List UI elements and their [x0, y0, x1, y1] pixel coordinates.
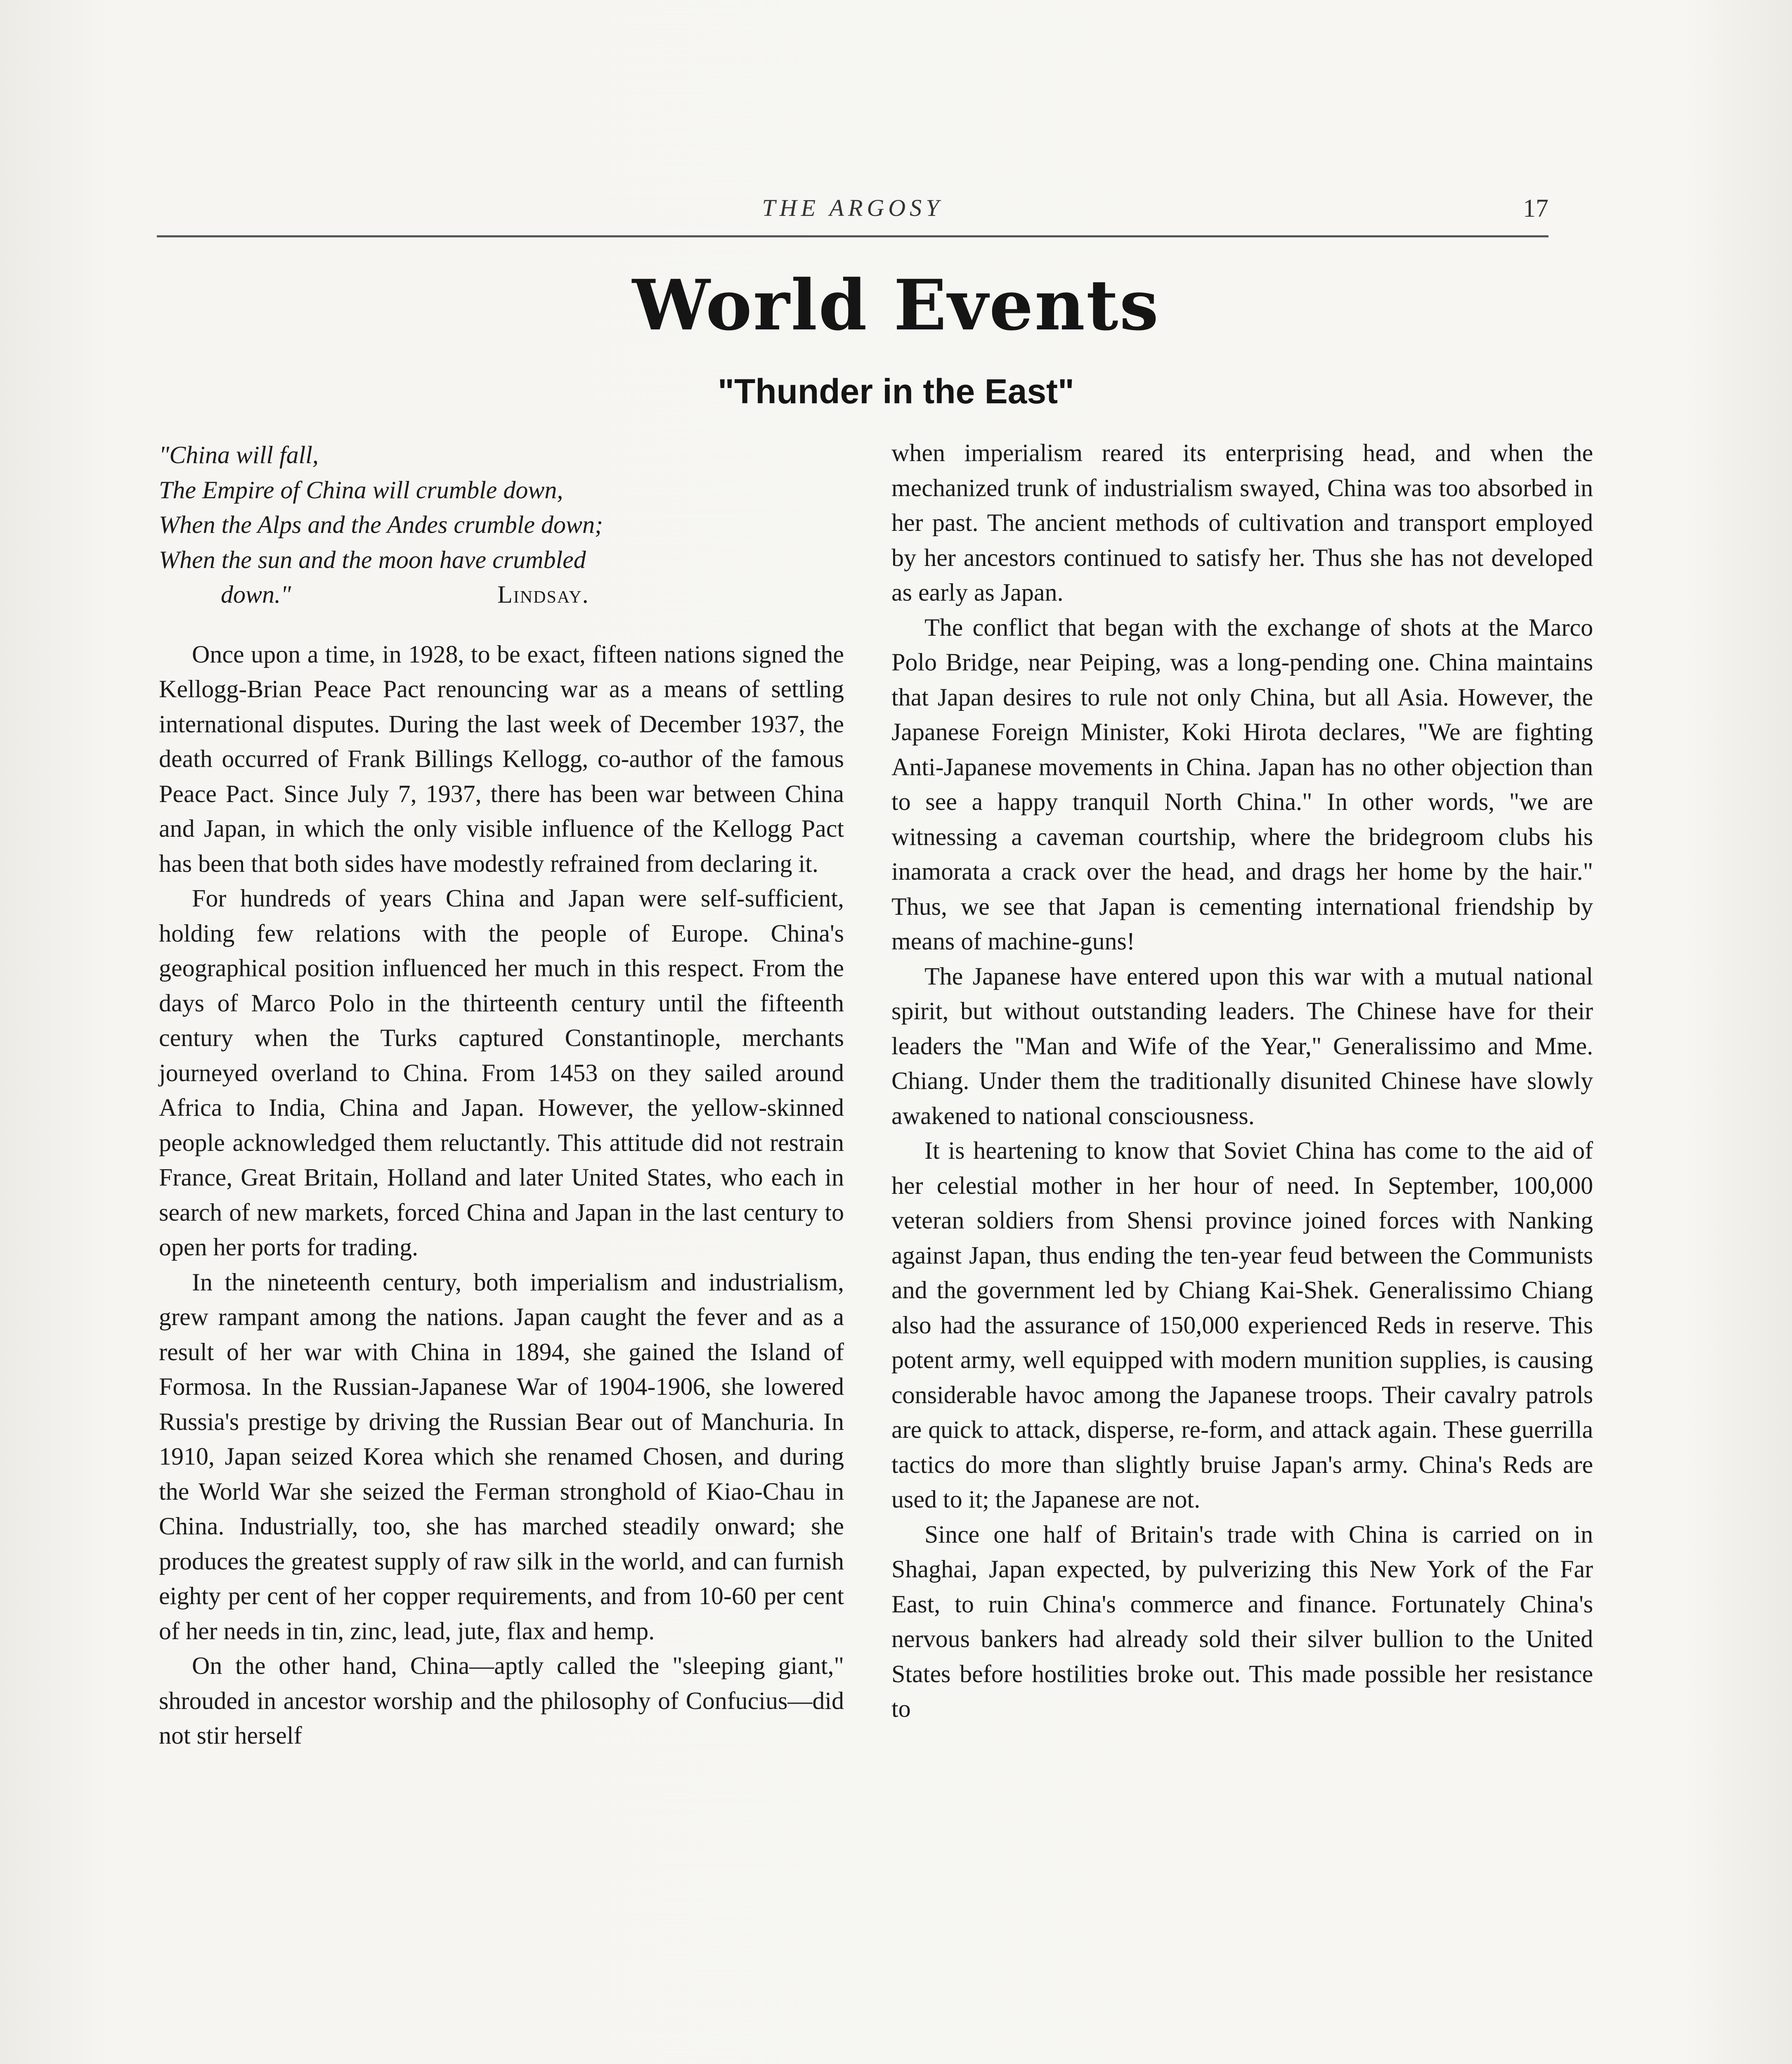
- epigraph-line: When the Alps and the Andes crumble down;: [159, 511, 603, 538]
- paragraph: The conflict that began with the exchange of shots at the Marco Polo Bridge, near Peiping, was a long-pending one. China maintains that Japan desires to rule not only China, but all Asia. However, the Japanese Foreign Minister, Koki Hirota declares, "We are fighting Anti-Japanese movements in China. Japan has no other objection than to see a happy tranquil North China." In other words, "we are witnessing a caveman courtship, where the bridegroom clubs his inamorata a crack over the head, and drags her home by the hair." Thus, we see that Japan is cementing international friendship by means of machine-guns!: [891, 613, 1593, 955]
- epigraph-line: "China will fall,: [159, 441, 319, 469]
- paragraph: The Japanese have entered upon this war with a mutual national spirit, but without outstanding leaders. The Chinese have for their leaders the "Man and Wife of the Year," Generalissimo and Mme. Chiang. Under them the traditionally disunited Chinese have slowly awakened to national consciousness.: [891, 962, 1593, 1129]
- header-rule: [157, 235, 1548, 237]
- article-title: World Events: [632, 264, 1160, 346]
- epigraph: [159, 438, 844, 612]
- epigraph-attribution: Lindsay.: [497, 581, 589, 608]
- running-head: THE ARGOSY: [762, 194, 943, 221]
- epigraph-line-final: [159, 577, 844, 612]
- paragraph: Once upon a time, in 1928, to be exact, fifteen nations signed the Kellogg-Brian Peace Pact renouncing war as a means of settling international disputes. During the last week of December 1937, the death occurred of Frank Billings Kellogg, co-author of the famous Peace Pact. Since July 7, 1937, there has been war between China and Japan, in which the only visible influence of the Kellogg Pact has been that both sides have modestly refrained from declaring it.: [159, 640, 844, 877]
- paragraph-continuation: when imperialism reared its enterprising head, and when the mechanized trunk of industrialism swayed, China was too absorbed in her past. The ancient methods of cultivation and transport employed by her ancestors continued to satisfy her. Thus she has not developed as early as Japan.: [891, 439, 1593, 606]
- page-number: 17: [1523, 194, 1548, 222]
- paragraph: For hundreds of years China and Japan were self-sufficient, holding few relations with the people of Europe. China's geographical position influenced her much in this respect. From the days of Marco Polo in the thirteenth century until the fifteenth century when the Turks captured Constantinople, merchants journeyed overland to China. From 1453 on they sailed around Africa to India, China and Japan. However, the yellow-skinned people acknowledged them reluctantly. This attitude did not restrain France, Great Britain, Holland and later United States, who each in search of new markets, forced China and Japan in the last century to open her ports for trading.: [159, 885, 844, 1261]
- paragraph: It is heartening to know that Soviet China has come to the aid of her celestial mother in her hour of need. In September, 100,000 veteran soldiers from Shensi province joined forces with Nanking against Japan, thus ending the ten-year feud between the Communists and the government led by Chiang Kai-Shek. Generalissimo Chiang also had the assurance of 150,000 experienced Reds in reserve. This potent army, well equipped with modern munition supplies, is causing considerable havoc among the Japanese troops. Their cavalry patrols are quick to attack, disperse, re-form, and attack again. These guerrilla tactics do more than slightly bruise Japan's army. China's Reds are used to it; the Japanese are not.: [891, 1137, 1593, 1513]
- epigraph-line: The Empire of China will crumble down,: [159, 476, 563, 504]
- left-column: [159, 438, 844, 1753]
- page-header: [157, 194, 1548, 235]
- epigraph-line: When the sun and the moon have crumbled: [159, 546, 586, 573]
- paragraph: Since one half of Britain's trade with China is carried on in Shaghai, Japan expected, by pulverizing this New York of the Far East, to ruin China's commerce and finance. Fortunately China's nervous bankers had already sold their silver bullion to the United States before hostilities broke out. This made possible her resistance to: [891, 1520, 1593, 1722]
- right-column: [891, 436, 1593, 1726]
- article-subtitle: "Thunder in the East": [718, 372, 1074, 411]
- paragraph: On the other hand, China—aptly called the "sleeping giant," shrouded in ancestor worship and the philosophy of Confucius—did not stir herself: [159, 1652, 844, 1749]
- paragraph: In the nineteenth century, both imperialism and industrialism, grew rampant among the nations. Japan caught the fever and as a result of her war with China in 1894, she gained the Island of Formosa. In the Russian-Japanese War of 1904-1906, she lowered Russia's prestige by driving the Russian Bear out of Manchuria. In 1910, Japan seized Korea which she renamed Chosen, and during the World War she seized the Ferman stronghold of Kiao-Chau in China. Industrially, too, she has marched steadily onward; she produces the greatest supply of raw silk in the world, and can furnish eighty per cent of her copper requirements, and from 10-60 per cent of her needs in tin, zinc, lead, jute, flax and hemp.: [159, 1268, 844, 1645]
- epigraph-line: down.": [221, 581, 291, 608]
